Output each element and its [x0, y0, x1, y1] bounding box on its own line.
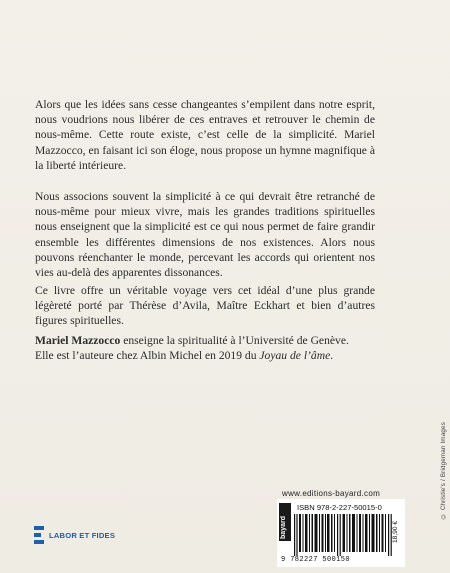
author-name: Mariel Mazzocco [35, 334, 121, 347]
author-bio [35, 333, 375, 363]
previous-book-title: Joyau de l’âme [259, 349, 331, 363]
author-bio-end: . [330, 349, 334, 363]
publisher-url: www.editions-bayard.com [282, 489, 381, 498]
bayard-logo-text: bayard [280, 516, 287, 539]
summary-paragraph-3: Ce livre offre un véritable voyage vers cet idéal d’une plus grande légèreté porté par Thérèse d’Avila, Maître Eckhart et bien d’autres figures spirituelles. [35, 284, 375, 328]
author-bio-line-1: enseigne la spiritualité à l’Université de Genève. [120, 334, 349, 347]
summary-paragraph-1: Alors que les idées sans cesse changeantes s’empilent dans notre esprit, nous voudrions nous libérer de ces entraves et retrouver le chemin de nous-même. Cette route existe, c’est celle de la simplicité. Mariel Mazzocco, en faisant ici son éloge, nous propose un hymne magnifique à la liberté intérieure. [35, 98, 375, 172]
price: 18,90 € [392, 521, 399, 543]
isbn: ISBN 978-2-227-50015-0 [297, 503, 382, 512]
barcode [294, 514, 392, 556]
summary-paragraph-2: Nous associons souvent la simplicité à ce qui devrait être retranché de nous-même pour mieux vivre, mais les grandes traditions spirituelles nous enseignent que la simplicité est ce qui nous permet de faire grandir ensemble les différentes dimensions de nos existences. Alors nous pouvons réenchanter le monde, percevant les accords qui orientent nos vies au-delà des apparentes dissonances. [35, 190, 375, 280]
barcode-digits: 9 782227 500150 [281, 556, 351, 564]
image-copyright: © Christie's / Bridgeman Images [440, 421, 447, 519]
labor-et-fides-logo [34, 526, 115, 544]
labor-et-fides-name: LABOR ET FIDES [49, 530, 116, 540]
author-bio-line-2: Elle est l’auteure chez Albin Michel en 2019 du [35, 349, 260, 363]
bayard-logo [279, 503, 291, 541]
labor-et-fides-mark-icon [34, 526, 44, 544]
